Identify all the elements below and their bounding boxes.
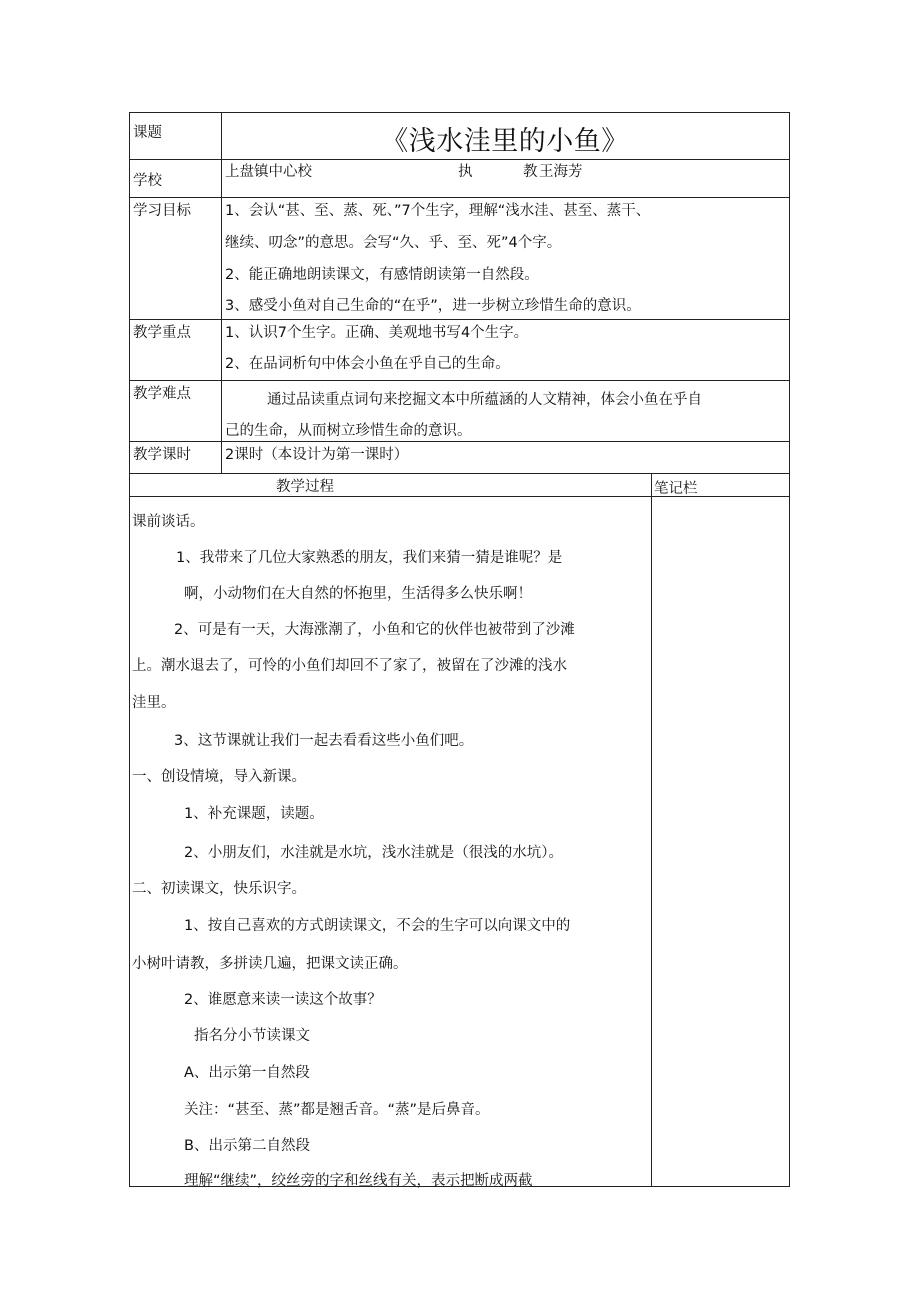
teacher-label-2: 教 [523, 164, 538, 180]
teacher-name: 王海芳 [539, 164, 583, 180]
key-point-line: 1、认识7个生字。正确、美观地书写4个生字。 [225, 325, 529, 341]
process-line: 上。潮水退去了，可怜的小鱼们却回不了家了，被留在了沙滩的浅水 [132, 658, 567, 674]
process-line: 3、这节课就让我们一起去看看这些小鱼们吧。 [174, 733, 474, 749]
process-line: 关注：“甚至、蒸”都是翘舌音。“蒸”是后鼻音。 [184, 1102, 490, 1118]
row-divider-goals [129, 319, 790, 320]
notes-header: 笔记栏 [654, 481, 698, 497]
process-line: 1、按自己喜欢的方式朗读课文，不会的生字可以向课文中的 [184, 918, 571, 934]
key-point-line: 2、在品词析句中体会小鱼在乎自己的生命。 [225, 356, 510, 372]
process-line: 2、小朋友们，水洼就是水坑，浅水洼就是（很浅的水坑）。 [184, 845, 563, 861]
label-goals: 学习目标 [133, 203, 191, 219]
label-key-points: 教学重点 [133, 325, 191, 341]
row-divider-hours [129, 473, 790, 474]
hours-value: 2课时（本设计为第一课时） [225, 447, 409, 463]
process-line: 2、谁愿意来读一读这个故事？ [184, 992, 382, 1008]
school-name: 上盘镇中心校 [225, 164, 312, 180]
process-line: 1、我带来了几位大家熟悉的朋友，我们来猜一猜是谁呢？是 [176, 550, 563, 566]
teacher-label-1: 执 [458, 164, 473, 180]
goal-line: 2、能正确地朗读课文，有感情朗读第一自然段。 [225, 267, 539, 283]
process-line: B、出示第二自然段 [184, 1138, 310, 1154]
table-right-border [789, 112, 790, 1187]
process-line: 洼里。 [132, 695, 176, 711]
process-line: 理解“继续”，绞丝旁的字和丝线有关，表示把断成两截 [184, 1173, 533, 1189]
difficulty-line: 己的生命，从而树立珍惜生命的意识。 [225, 423, 472, 439]
page-title: 《浅水洼里的小鱼》 [381, 126, 629, 157]
goal-line: 继续、叨念”的意思。会写“久、乎、至、死”4个字。 [225, 235, 562, 251]
label-column-divider [221, 112, 222, 474]
process-line: 1、补充课题，读题。 [184, 806, 324, 822]
goal-line: 1、会认“甚、至、蒸、死、”7个生字，理解“浅水洼、甚至、蒸干、 [225, 203, 651, 219]
label-difficulties: 教学难点 [133, 386, 191, 402]
row-divider-keypoints [129, 380, 790, 381]
notes-column-divider [651, 473, 652, 1187]
table-left-border [129, 112, 130, 1187]
process-line: 二、初读课文，快乐识字。 [132, 881, 306, 897]
label-hours: 教学课时 [133, 447, 191, 463]
difficulty-line: 通过品读重点词句来挖掘文本中所蕴涵的人文精神，体会小鱼在乎自 [267, 392, 702, 408]
process-line: 小树叶请教，多拼读几遍，把课文读正确。 [132, 956, 408, 972]
row-divider-difficulties [129, 441, 790, 442]
process-line: 啊，小动物们在大自然的怀抱里，生活得多么快乐啊！ [184, 586, 532, 602]
process-line: 指名分小节读课文 [194, 1028, 310, 1044]
process-header: 教学过程 [276, 479, 334, 495]
label-topic: 课题 [133, 125, 162, 141]
table-top-border [129, 112, 790, 113]
label-school: 学校 [133, 173, 162, 189]
goal-line: 3、感受小鱼对自己生命的“在乎”，进一步树立珍惜生命的意识。 [225, 298, 641, 314]
row-divider-school [129, 197, 790, 198]
process-line: 一、创设情境，导入新课。 [132, 769, 306, 785]
process-line: 课前谈话。 [132, 514, 205, 530]
process-line: 2、可是有一天，大海涨潮了，小鱼和它的伙伴也被带到了沙滩 [174, 622, 575, 638]
process-line: A、出示第一自然段 [184, 1065, 310, 1081]
